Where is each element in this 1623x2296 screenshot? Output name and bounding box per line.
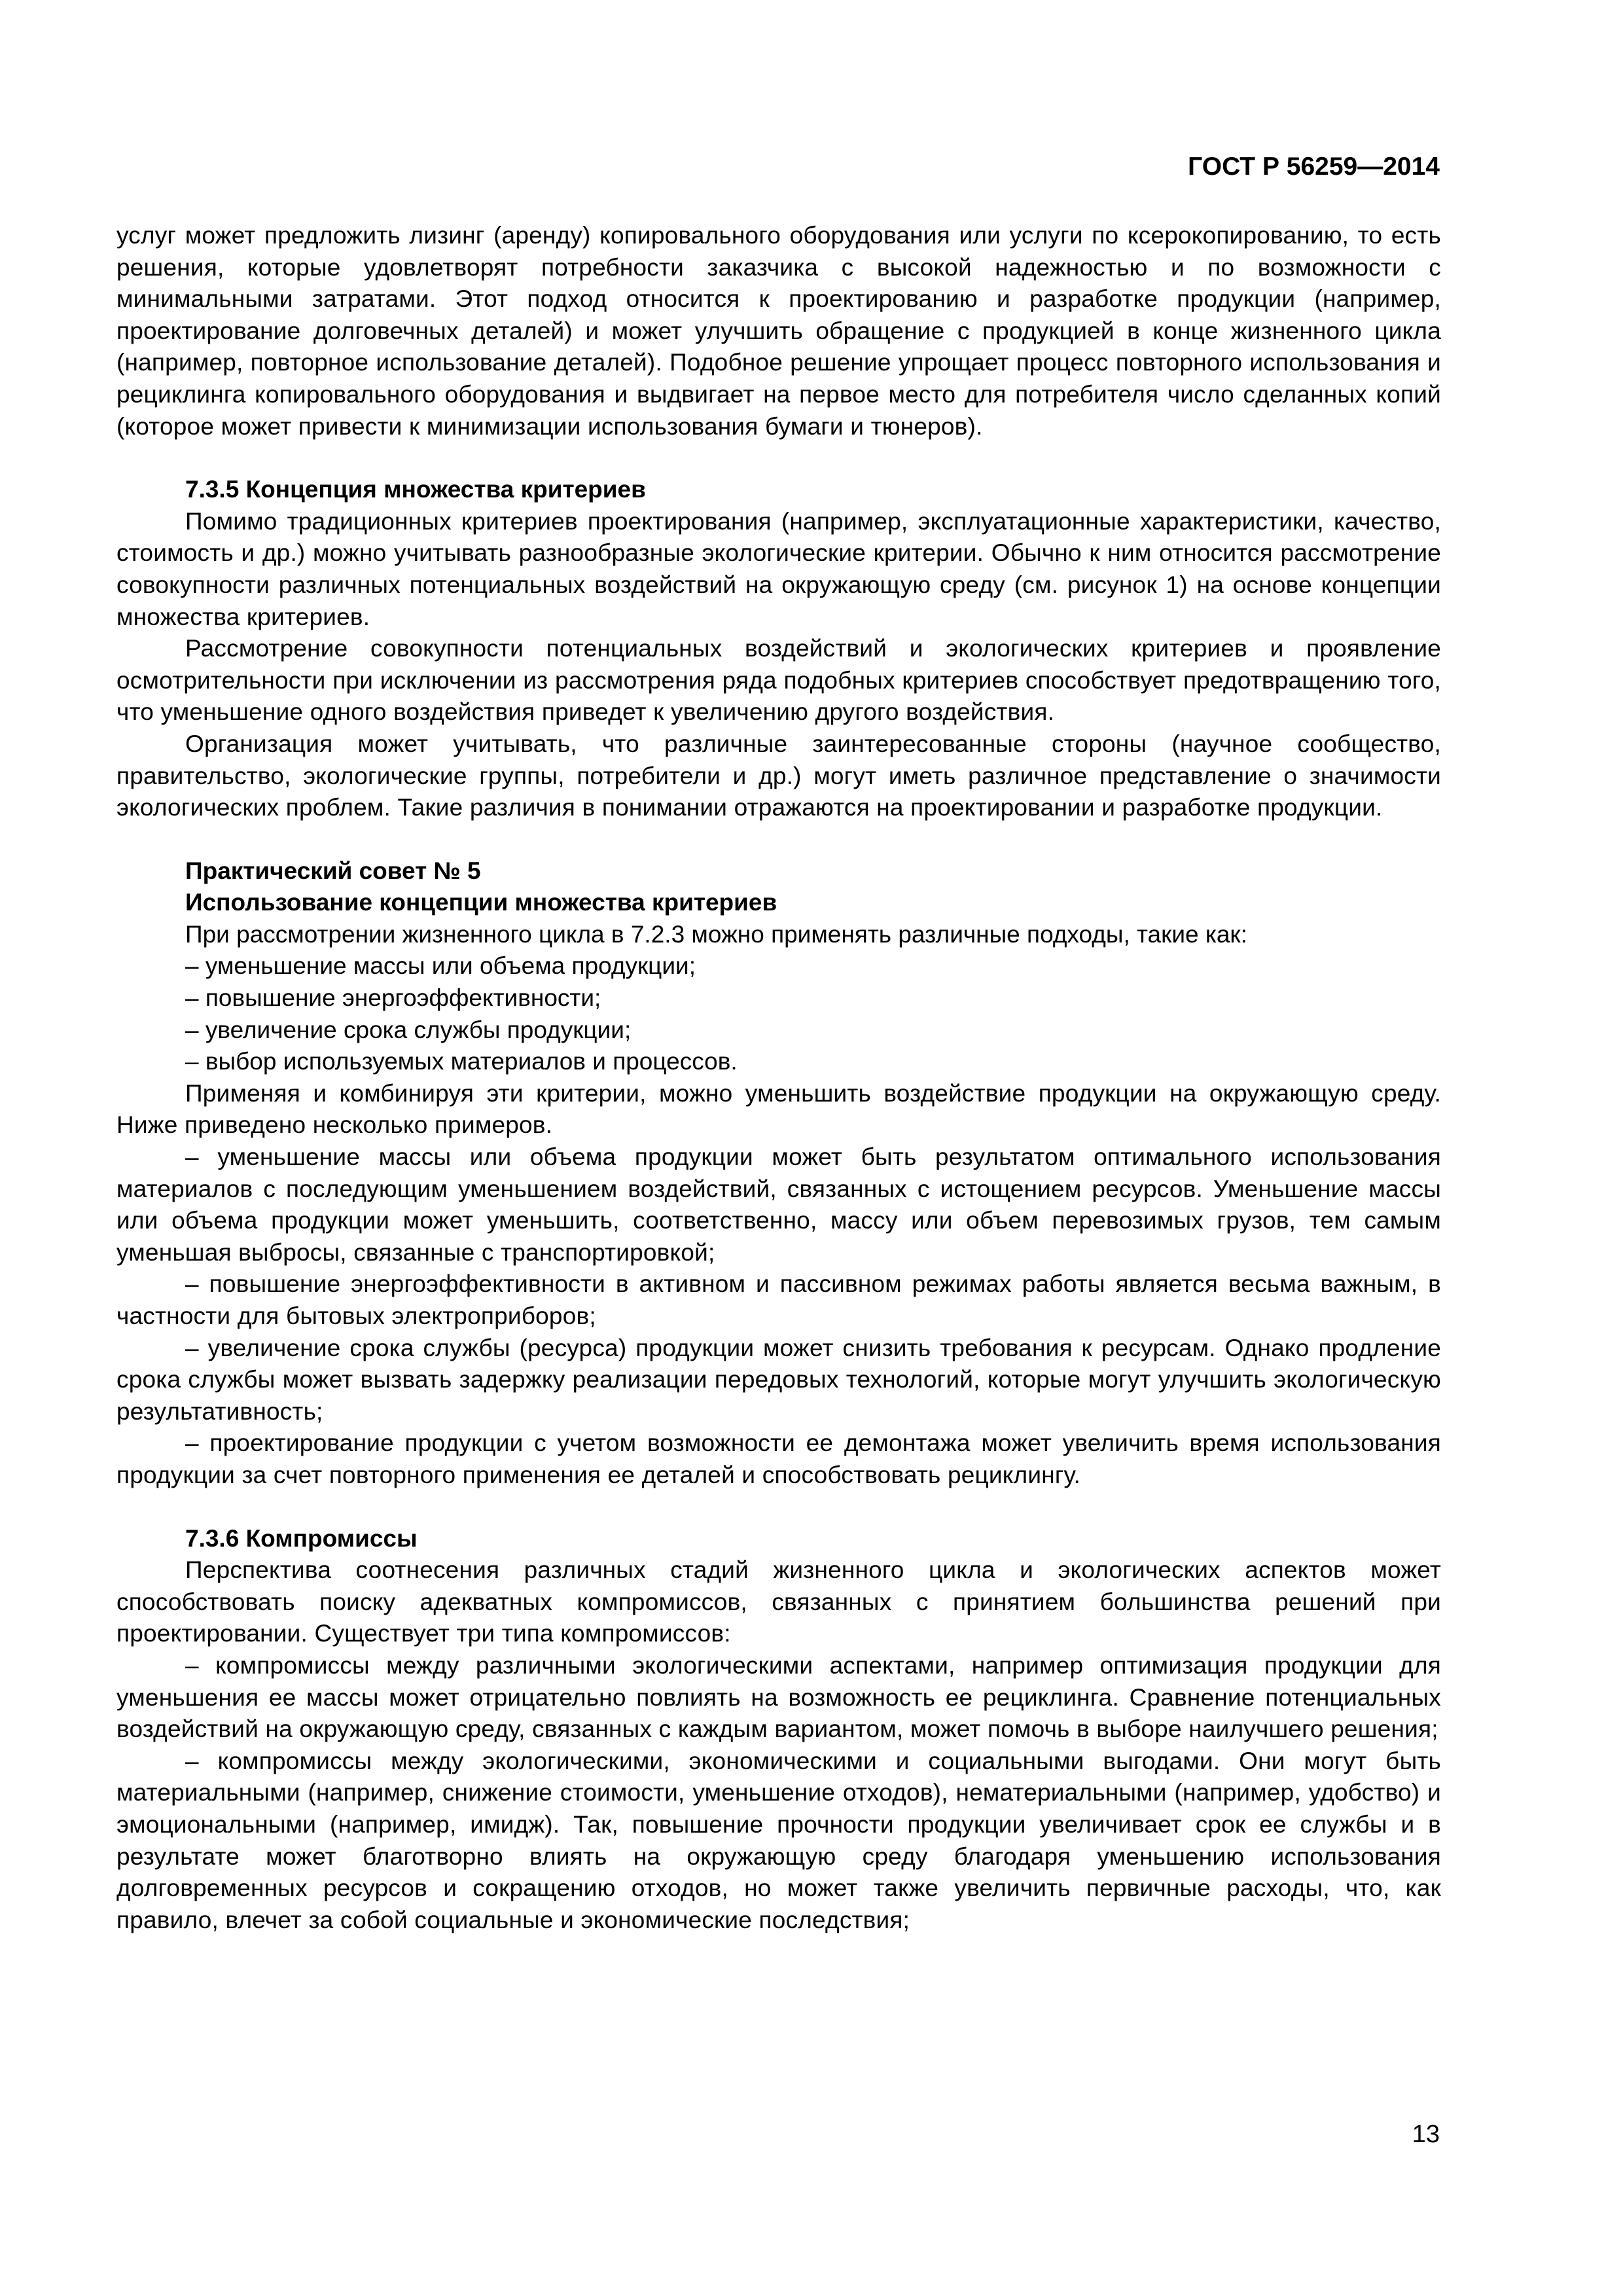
example-item: – увеличение срока службы (ресурса) продукции может снизить требования к ресурсам. Однако продление срока службы может вызвать задержку реализации передовых технологий, которые могут улучшить экологическую результативность; [116, 1334, 1441, 1425]
paragraph: Помимо традиционных критериев проектирования (например, эксплуатационные характеристики, качество, стоимость и др.) можно учитывать разнообразные экологические критерии. Обычно к ним относится рассмотрение совокупности различных потенциальных воздействий на окружающую среду (см. рисунок 1) на основе концепции множества критериев. [116, 507, 1441, 630]
paragraph: Рассмотрение совокупности потенциальных воздействий и экологических критериев и проявление осмотрительности при исключении из рассмотрения ряда подобных критериев способствует предотвращению того, что уменьшение одного воздействия приведет к увеличению другого воздействия. [116, 635, 1441, 726]
tip-title: Практический совет № 5 [185, 857, 481, 884]
paragraph-intro: услуг может предложить лизинг (аренду) копировального оборудования или услуги по ксерокопированию, то есть решения, которые удовлетворят потребности заказчика с высокой надежностью и по возможности с минимальными затратами. Этот подход относится к проектированию и разработке продукции (например, проектирование долговечных деталей) и может улучшить обращение с продукцией в конце жизненного цикла (например, повторное использование деталей). Подобное решение упрощает процесс повторного использования и рециклинга копировального оборудования и выдвигает на первое место для потребителя число сделанных копий (которое может привести к минимизации использования бумаги и тюнеров). [116, 222, 1441, 440]
example-item: – повышение энергоэффективности в активном и пассивном режимах работы является весьма важным, в частности для бытовых электроприборов; [116, 1270, 1441, 1329]
list-item: – увеличение срока службы продукции; [185, 1016, 632, 1043]
list-item: – повышение энергоэффективности; [185, 984, 601, 1012]
list-item: – уменьшение массы или объема продукции; [185, 952, 696, 980]
paragraph: Перспектива соотнесения различных стадий жизненного цикла и экологических аспектов может способствовать поиску адекватных компромиссов, связанных с принятием большинства решений при проектировании. Существует три типа компромиссов: [116, 1556, 1441, 1647]
section-heading-7-3-6: 7.3.6 Компромиссы [185, 1524, 418, 1552]
section-heading-7-3-5: 7.3.5 Концепция множества критериев [185, 476, 646, 503]
list-item: – выбор используемых материалов и процессов. [185, 1048, 738, 1075]
page-number: 13 [1412, 2121, 1440, 2148]
tip-subtitle: Использование концепции множества критериев [185, 889, 777, 916]
document-header: ГОСТ Р 56259—2014 [1188, 152, 1440, 181]
paragraph: Организация может учитывать, что различные заинтересованные стороны (научное сообщество, правительство, экологические группы, потребители и др.) могут иметь различное представление о значимости экологических проблем. Такие различия в понимании отражаются на проектировании и разработке продукции. [116, 730, 1441, 821]
tip-intro: При рассмотрении жизненного цикла в 7.2.3 можно применять различные подходы, такие как: [185, 920, 1247, 948]
paragraph: Применяя и комбинируя эти критерии, можно уменьшить воздействие продукции на окружающую среду. Ниже приведено несколько примеров. [116, 1079, 1441, 1139]
example-item: – проектирование продукции с учетом возможности ее демонтажа может увеличить время использования продукции за счет повторного применения ее деталей и способствовать рециклингу. [116, 1429, 1441, 1488]
document-body [116, 220, 1441, 1936]
bullet-item: – компромиссы между экологическими, экономическими и социальными выгодами. Они могут быть материальными (например, снижение стоимости, уменьшение отходов), нематериальными (например, удобство) и эмоциональными (например, имидж). Так, повышение прочности продукции увеличивает срок ее службы и в результате может благотворно влиять на окружающую среду благодаря уменьшению использования долговременных ресурсов и сокращению отходов, но может также увеличить первичные расходы, что, как правило, влечет за собой социальные и экономические последствия; [116, 1747, 1441, 1933]
bullet-item: – компромиссы между различными экологическими аспектами, например оптимизация продукции для уменьшения ее массы может отрицательно повлиять на возможность ее рециклинга. Сравнение потенциальных воздействий на окружающую среду, связанных с каждым вариантом, может помочь в выборе наилучшего решения; [116, 1651, 1441, 1743]
example-item: – уменьшение массы или объема продукции может быть результатом оптимального использования материалов с последующим уменьшением воздействий, связанных с истощением ресурсов. Уменьшение массы или объема продукции может уменьшить, соответственно, массу или объем перевозимых грузов, тем самым уменьшая выбросы, связанные с транспортировкой; [116, 1143, 1441, 1266]
